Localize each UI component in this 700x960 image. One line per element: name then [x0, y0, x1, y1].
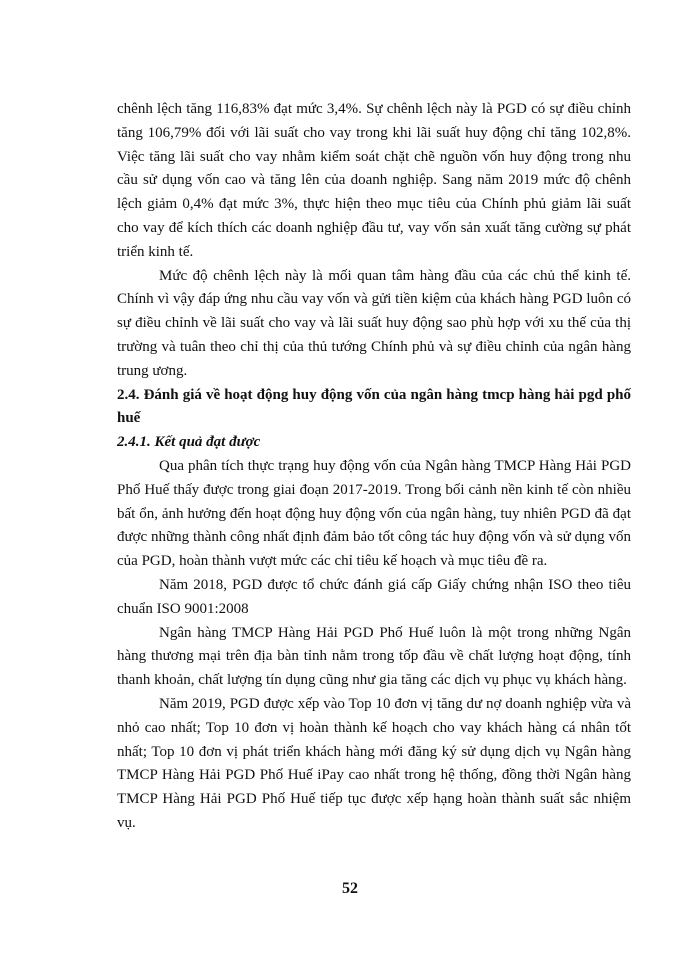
page-number: 52 — [342, 880, 358, 897]
paragraph-ranking: Ngân hàng TMCP Hàng Hải PGD Phố Huế luôn là một trong những Ngân hàng thương mại trên địa bàn tỉnh nằm trong tốp đầu về chất lượng hoạt động, tính thanh khoản, chất lượng tín dụng cũng như gia tăng các dịch vụ phục vụ khách hàng. — [117, 624, 631, 689]
section-heading: 2.4. Đánh giá về hoạt động huy động vốn của ngân hàng tmcp hàng hải pgd phố huế — [117, 386, 631, 427]
paragraph-continuation: chênh lệch tăng 116,83% đạt mức 3,4%. Sự chênh lệch này là PGD có sự điều chỉnh tăng 106,79% đối với lãi suất cho vay trong khi lãi suất huy động chỉ tăng 102,8%. Việc tăng lãi suất cho vay nhằm kiểm soát chặt chẽ nguồn vốn huy động trong nhu cầu sử dụng vốn cao và tăng lên của doanh nghiệp. Sang năm 2019 mức độ chênh lệch giảm 0,4% đạt mức 3%, thực hiện theo mục tiêu của Chính phủ giảm lãi suất cho vay để kích thích các doanh nghiệp đầu tư, vay vốn sản xuất tăng cường sự phát triển kinh tế. — [117, 101, 631, 260]
document-body — [117, 98, 631, 836]
paragraph-iso: Năm 2018, PGD được tổ chức đánh giá cấp Giấy chứng nhận ISO theo tiêu chuẩn ISO 9001:2008 — [117, 576, 631, 617]
paragraph-awards-2019: Năm 2019, PGD được xếp vào Top 10 đơn vị tăng dư nợ doanh nghiệp vừa và nhỏ cao nhất; Top 10 đơn vị hoàn thành kế hoạch cho vay khách hàng cá nhân tốt nhất; Top 10 đơn vị phát triển khách hàng mới đăng ký sử dụng dịch vụ Ngân hàng TMCP Hàng Hải PGD Phố Huế iPay cao nhất trong hệ thống, đồng thời Ngân hàng TMCP Hàng Hải PGD Phố Huế tiếp tục được xếp hạng hoàn thành suất sắc nhiệm vụ. — [117, 695, 631, 831]
paragraph-interest-adjustment: Mức độ chênh lệch này là mối quan tâm hàng đầu của các chủ thể kinh tế. Chính vì vậy đáp ứng nhu cầu vay vốn và gửi tiền kiệm của khách hàng PGD luôn có sự điều chỉnh về lãi suất cho vay và lãi suất huy động sao phù hợp với xu thế của thị trường và tuân theo chỉ thị của thủ tướng Chính phủ và sự điều chỉnh của ngân hàng trung ương. — [117, 267, 631, 379]
subsection-heading: 2.4.1. Kết quả đạt được — [117, 434, 261, 451]
paragraph-analysis: Qua phân tích thực trạng huy động vốn của Ngân hàng TMCP Hàng Hải PGD Phố Huế thấy được trong giai đoạn 2017-2019. Trong bối cảnh nền kinh tế còn nhiều bất ổn, ảnh hưởng đến hoạt động huy động vốn của ngân hàng, tuy nhiên PGD đã đạt được những thành công nhất định đảm bảo tốt công tác huy động vốn và sử dụng vốn của PGD, hoàn thành vượt mức các chỉ tiêu kế hoạch và mục tiêu đề ra. — [117, 457, 631, 570]
